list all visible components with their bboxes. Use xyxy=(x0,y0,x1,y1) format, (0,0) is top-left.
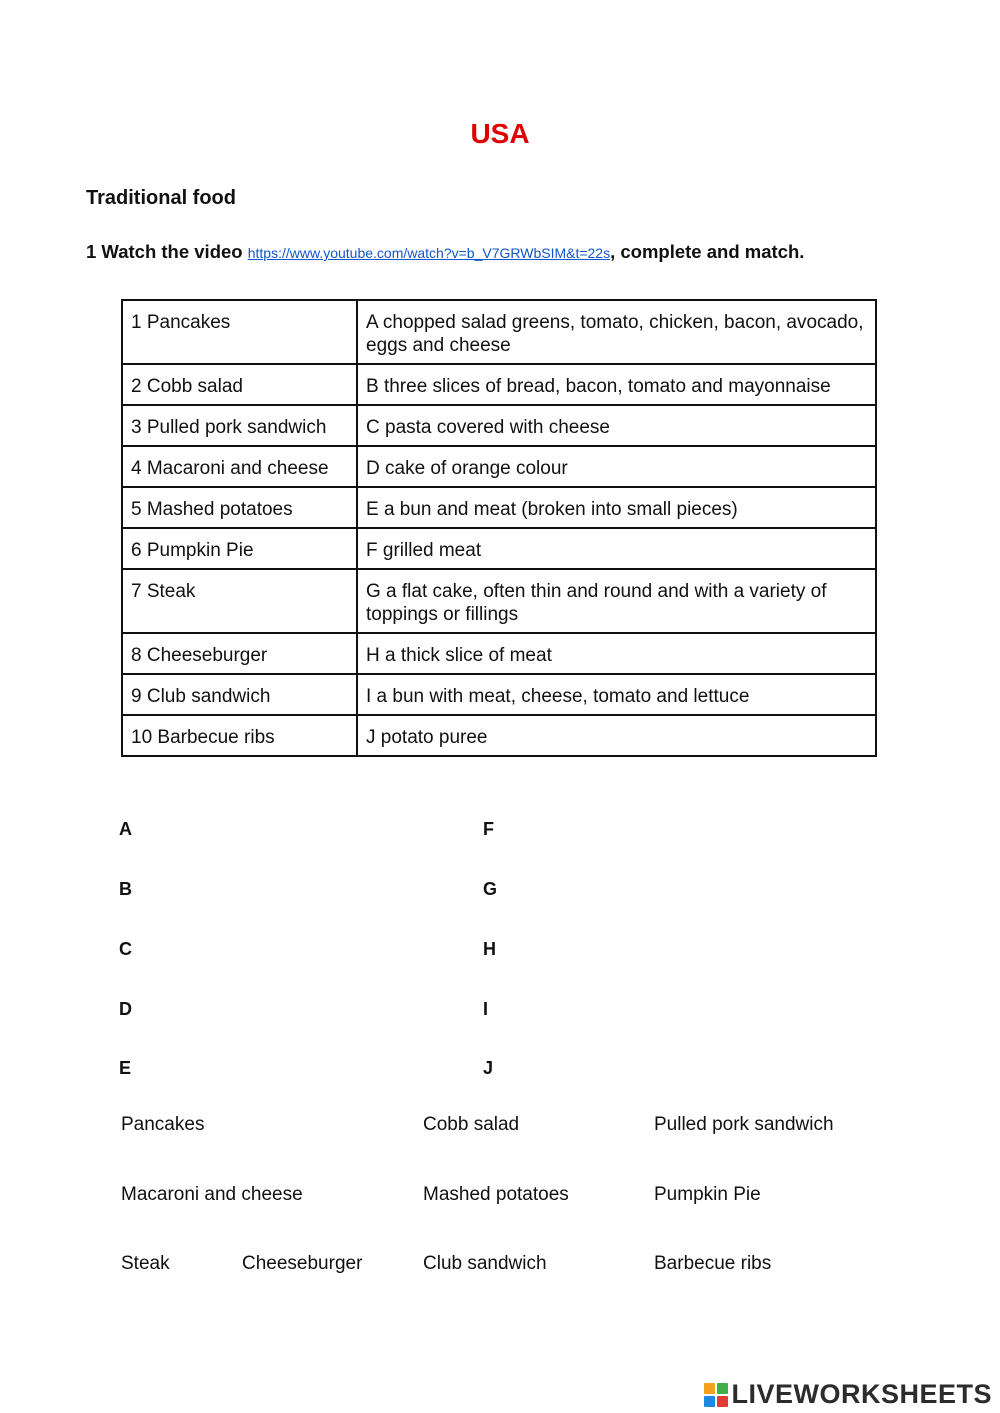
answer-label: B xyxy=(119,879,132,899)
description-cell: B three slices of bread, bacon, tomato and mayonnaise xyxy=(357,364,876,405)
answer-label: H xyxy=(483,939,496,959)
instruction xyxy=(86,241,804,263)
answer-label: C xyxy=(119,939,132,959)
logo-text: LIVEWORKSHEETS xyxy=(731,1379,992,1409)
description-cell: H a thick slice of meat xyxy=(357,633,876,674)
food-cell: 10 Barbecue ribs xyxy=(122,715,357,756)
logo-square xyxy=(717,1396,728,1407)
section-title: Traditional food xyxy=(86,187,236,209)
word-bank-item: Pumpkin Pie xyxy=(654,1184,761,1205)
description-cell: C pasta covered with cheese xyxy=(357,405,876,446)
description-cell: E a bun and meat (broken into small pieces) xyxy=(357,487,876,528)
food-cell: 4 Macaroni and cheese xyxy=(122,446,357,487)
food-cell: 3 Pulled pork sandwich xyxy=(122,405,357,446)
logo-square xyxy=(704,1383,715,1394)
word-bank-item: Cobb salad xyxy=(423,1114,520,1135)
word-bank-item: Mashed potatoes xyxy=(423,1184,569,1205)
page-title: USA xyxy=(470,118,530,149)
answer-label: G xyxy=(483,879,498,899)
word-bank-item: Pulled pork sandwich xyxy=(654,1114,834,1135)
food-cell: 2 Cobb salad xyxy=(122,364,357,405)
table-row xyxy=(122,715,876,756)
video-link[interactable]: https://www.youtube.com/watch?v=b_V7GRWbSIM&t=22s xyxy=(247,245,611,261)
word-bank-item: Steak xyxy=(121,1253,170,1274)
table-row xyxy=(122,633,876,674)
food-cell: 5 Mashed potatoes xyxy=(122,487,357,528)
logo-mark-icon xyxy=(704,1383,728,1407)
word-bank-item: Macaroni and cheese xyxy=(121,1184,303,1205)
food-cell: 9 Club sandwich xyxy=(122,674,357,715)
matching-table xyxy=(121,299,877,757)
description-cell: I a bun with meat, cheese, tomato and lettuce xyxy=(357,674,876,715)
instruction-prefix: 1 Watch the video xyxy=(86,241,248,262)
answer-label: J xyxy=(483,1058,494,1078)
answer-label: F xyxy=(483,819,494,839)
answer-label: A xyxy=(119,819,132,839)
description-cell: G a flat cake, often thin and round and with a variety of toppings or fillings xyxy=(357,569,876,633)
answer-label: E xyxy=(119,1058,132,1078)
answer-label: I xyxy=(483,999,489,1019)
instruction-suffix: , complete and match. xyxy=(610,241,805,262)
liveworksheets-logo xyxy=(704,1379,992,1410)
table-row xyxy=(122,487,876,528)
word-bank-item: Barbecue ribs xyxy=(654,1253,772,1274)
table-row xyxy=(122,405,876,446)
word-bank-item: Pancakes xyxy=(121,1114,205,1135)
description-cell: D cake of orange colour xyxy=(357,446,876,487)
word-bank-item: Club sandwich xyxy=(423,1253,547,1274)
food-cell: 6 Pumpkin Pie xyxy=(122,528,357,569)
description-cell: F grilled meat xyxy=(357,528,876,569)
description-cell: A chopped salad greens, tomato, chicken, bacon, avocado, eggs and cheese xyxy=(357,300,876,364)
answer-label: D xyxy=(119,999,132,1019)
table-row xyxy=(122,569,876,633)
logo-square xyxy=(717,1383,728,1394)
table-row xyxy=(122,364,876,405)
food-cell: 8 Cheeseburger xyxy=(122,633,357,674)
table-row xyxy=(122,674,876,715)
table-row xyxy=(122,300,876,364)
food-cell: 7 Steak xyxy=(122,569,357,633)
table-row xyxy=(122,528,876,569)
food-cell: 1 Pancakes xyxy=(122,300,357,364)
word-bank-item: Cheeseburger xyxy=(242,1253,363,1274)
description-cell: J potato puree xyxy=(357,715,876,756)
logo-square xyxy=(704,1396,715,1407)
table-row xyxy=(122,446,876,487)
